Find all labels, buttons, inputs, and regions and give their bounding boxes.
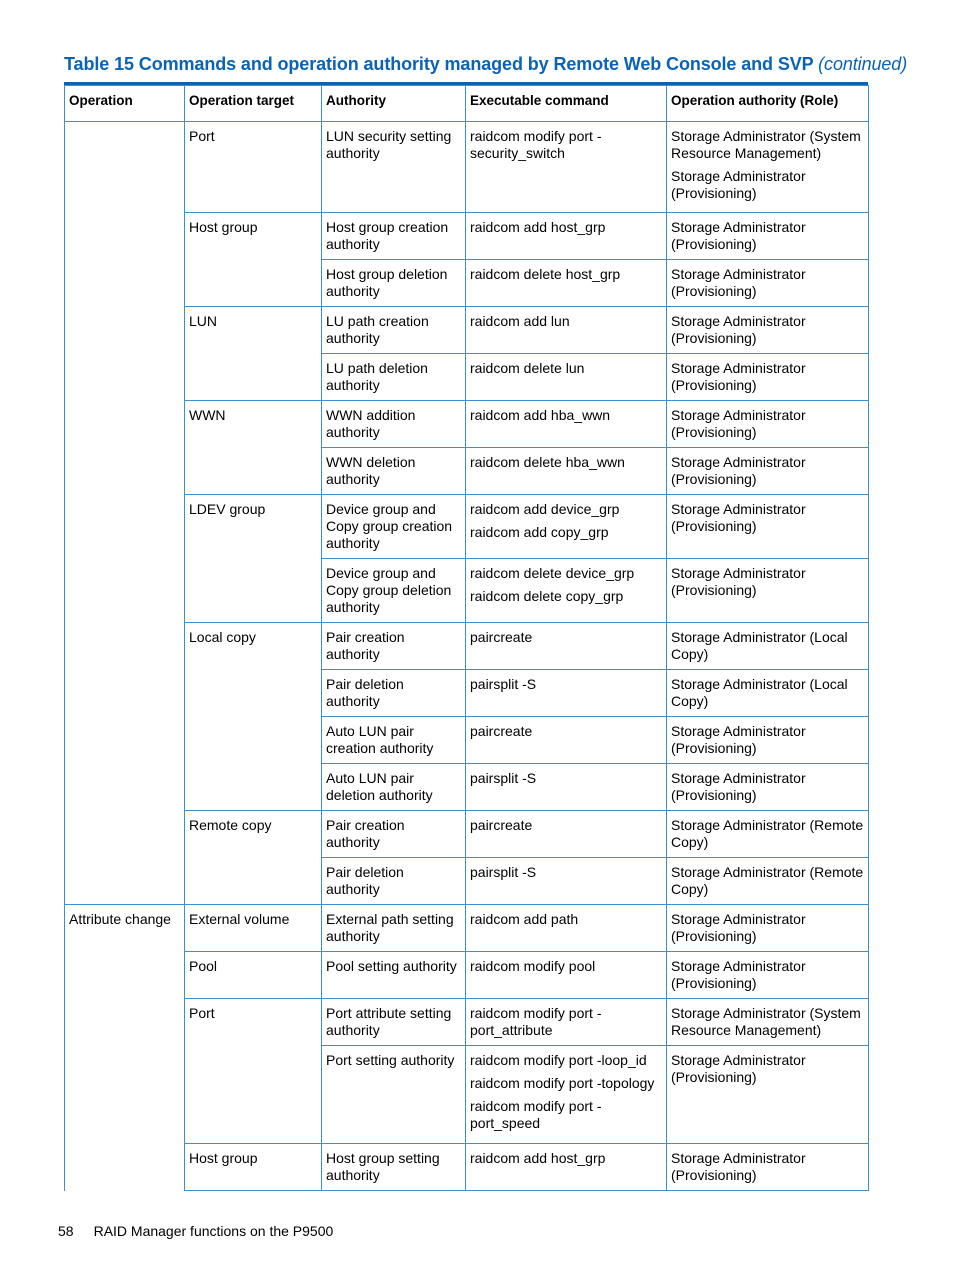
role-line: Storage Administrator (System Resource Management) [671,128,861,161]
header-executable-command: Executable command [466,86,667,122]
command-line: pairsplit -S [470,770,537,786]
cell-role [667,495,869,559]
cell-role [667,354,869,401]
role-line: Storage Administrator (Local Copy) [671,629,848,662]
table-row [65,495,869,559]
command-line: pairsplit -S [470,864,537,880]
cell-authority: Device group and Copy group creation authority [322,495,466,559]
role-line: Storage Administrator (Provisioning) [671,958,806,991]
command-line: raidcom delete copy_grp [470,588,624,604]
cell-executable-command [466,623,667,670]
cell-authority: Port setting authority [322,1046,466,1144]
cell-operation-target: Host group [185,213,322,307]
table-row [65,811,869,858]
cell-executable-command [466,717,667,764]
command-line: paircreate [470,817,533,833]
role-line: Storage Administrator (Provisioning) [671,407,806,440]
cell-executable-command [466,559,667,623]
cell-operation-target: LUN [185,307,322,401]
cell-role [667,952,869,999]
continued-label: (continued) [818,54,908,74]
cell-executable-command [466,670,667,717]
cell-executable-command [466,213,667,260]
cell-authority: Auto LUN pair creation authority [322,717,466,764]
command-line: raidcom modify port -port_attribute [470,1005,602,1038]
command-line: raidcom delete hba_wwn [470,454,625,470]
role-line: Storage Administrator (Provisioning) [671,360,806,393]
table-title: Table 15 Commands and operation authority managed by Remote Web Console and SVP [64,54,814,74]
role-line: Storage Administrator (Provisioning) [671,501,806,534]
cell-role [667,1144,869,1191]
cell-authority: External path setting authority [322,905,466,952]
cell-executable-command [466,858,667,905]
command-line: raidcom add lun [470,313,570,329]
cell-authority: Pool setting authority [322,952,466,999]
cell-role [667,905,869,952]
cell-executable-command [466,260,667,307]
table-row [65,623,869,670]
role-line: Storage Administrator (Provisioning) [671,911,806,944]
cell-role [667,623,869,670]
cell-role [667,448,869,495]
command-line: raidcom add host_grp [470,1150,606,1166]
cell-operation [65,122,185,905]
command-line: raidcom add host_grp [470,219,606,235]
cell-operation-target: WWN [185,401,322,495]
table-row [65,999,869,1046]
cell-operation-target: Port [185,122,322,213]
table-row [65,213,869,260]
role-line: Storage Administrator (Local Copy) [671,676,848,709]
table-caption [64,54,908,75]
role-line: Storage Administrator (Provisioning) [671,454,806,487]
role-line: Storage Administrator (Remote Copy) [671,817,864,850]
cell-operation-target: Local copy [185,623,322,811]
cell-operation: Attribute change [65,905,185,1191]
table-row [65,1144,869,1191]
cell-operation-target: Port [185,999,322,1144]
table-row [65,307,869,354]
header-operation-authority-role: Operation authority (Role) [667,86,869,122]
table-row [65,401,869,448]
cell-role [667,999,869,1046]
command-line: raidcom modify port -security_switch [470,128,602,161]
role-line: Storage Administrator (System Resource Management) [671,1005,861,1038]
commands-authority-table [64,85,869,1191]
cell-operation-target: LDEV group [185,495,322,623]
command-line: raidcom delete host_grp [470,266,621,282]
command-line: paircreate [470,629,533,645]
cell-authority: Pair deletion authority [322,858,466,905]
cell-authority: LUN security setting authority [322,122,466,213]
cell-authority: Port attribute setting authority [322,999,466,1046]
cell-executable-command [466,1144,667,1191]
table-row [65,122,869,213]
cell-role [667,764,869,811]
header-operation: Operation [65,86,185,122]
cell-role [667,122,869,213]
cell-authority: Pair deletion authority [322,670,466,717]
command-line: raidcom add path [470,911,579,927]
page-number: 58 [58,1223,74,1239]
cell-executable-command [466,448,667,495]
cell-authority: Pair creation authority [322,811,466,858]
cell-executable-command [466,307,667,354]
command-line: raidcom delete lun [470,360,585,376]
cell-authority: Host group creation authority [322,213,466,260]
role-line: Storage Administrator (Remote Copy) [671,864,864,897]
cell-executable-command [466,905,667,952]
command-line: raidcom modify port -port_speed [470,1098,602,1131]
cell-operation-target: Remote copy [185,811,322,905]
role-line: Storage Administrator (Provisioning) [671,266,806,299]
cell-role [667,811,869,858]
cell-role [667,307,869,354]
cell-executable-command [466,1046,667,1144]
cell-executable-command [466,811,667,858]
cell-role [667,670,869,717]
cell-executable-command [466,401,667,448]
footer-text: RAID Manager functions on the P9500 [93,1223,334,1239]
cell-role [667,858,869,905]
cell-operation-target: External volume [185,905,322,952]
role-line: Storage Administrator (Provisioning) [671,770,806,803]
cell-authority: Pair creation authority [322,623,466,670]
cell-authority: LU path deletion authority [322,354,466,401]
command-line: raidcom delete device_grp [470,565,635,581]
cell-authority: WWN deletion authority [322,448,466,495]
cell-operation-target: Host group [185,1144,322,1191]
command-line: pairsplit -S [470,676,537,692]
cell-executable-command [466,354,667,401]
cell-executable-command [466,952,667,999]
cell-authority: Host group deletion authority [322,260,466,307]
header-authority: Authority [322,86,466,122]
cell-authority: Host group setting authority [322,1144,466,1191]
page-footer [58,1223,333,1239]
role-line: Storage Administrator (Provisioning) [671,565,806,598]
cell-role [667,260,869,307]
cell-executable-command [466,122,667,213]
cell-operation-target: Pool [185,952,322,999]
role-line: Storage Administrator (Provisioning) [671,1052,806,1085]
header-operation-target: Operation target [185,86,322,122]
role-line: Storage Administrator (Provisioning) [671,1150,806,1183]
role-line: Storage Administrator (Provisioning) [671,219,806,252]
cell-role [667,401,869,448]
role-line: Storage Administrator (Provisioning) [671,168,806,201]
role-line: Storage Administrator (Provisioning) [671,723,806,756]
table-row [65,952,869,999]
table-row [65,905,869,952]
command-line: raidcom modify port -loop_id [470,1052,647,1068]
cell-executable-command [466,764,667,811]
command-line: raidcom modify port -topology [470,1075,655,1091]
cell-executable-command [466,999,667,1046]
command-line: raidcom add device_grp [470,501,620,517]
cell-role [667,717,869,764]
cell-authority: WWN addition authority [322,401,466,448]
command-line: raidcom add hba_wwn [470,407,611,423]
cell-authority: Device group and Copy group deletion authority [322,559,466,623]
cell-executable-command [466,495,667,559]
cell-role [667,1046,869,1144]
table-header-row [65,86,869,122]
command-line: paircreate [470,723,533,739]
command-line: raidcom modify pool [470,958,596,974]
command-line: raidcom add copy_grp [470,524,609,540]
cell-role [667,559,869,623]
cell-role [667,213,869,260]
cell-authority: LU path creation authority [322,307,466,354]
role-line: Storage Administrator (Provisioning) [671,313,806,346]
cell-authority: Auto LUN pair deletion authority [322,764,466,811]
